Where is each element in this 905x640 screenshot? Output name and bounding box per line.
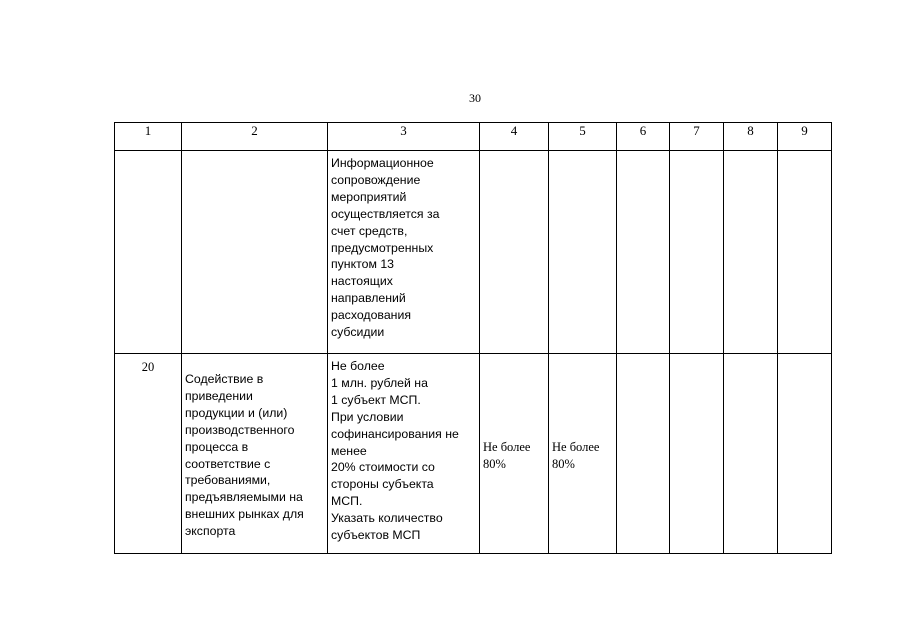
activity-name [182, 151, 327, 155]
activity-name: Содействие в приведении продукции и (или) производственного процесса в соответствие с требованиями, предъявляемыми на внешних рынках для экспорта [185, 371, 304, 539]
value-cell [724, 151, 777, 155]
value-cell [617, 354, 669, 358]
header-cell: 3 [328, 123, 480, 151]
table-cell [670, 354, 724, 554]
table-cell [724, 151, 778, 354]
header-cell: 8 [724, 123, 778, 151]
data-table [114, 122, 832, 554]
value-cell [480, 151, 548, 155]
table-header-row [115, 123, 832, 151]
table-cell [778, 354, 832, 554]
table-cell [328, 151, 480, 354]
header-cell: 2 [182, 123, 328, 151]
header-cell: 9 [778, 123, 832, 151]
value-cell [670, 354, 723, 358]
table-cell [115, 151, 182, 354]
header-cell: 1 [115, 123, 182, 151]
row-number: 20 [141, 360, 155, 374]
table-cell [480, 354, 549, 554]
value-cell [778, 354, 831, 358]
value-cell: Не более 80% [483, 439, 531, 471]
table-row [115, 354, 832, 554]
table-cell [549, 151, 617, 354]
table-row [115, 151, 832, 354]
value-cell [778, 151, 831, 155]
conditions-text: Не более 1 млн. рублей на 1 субъект МСП. При условии софинансирования не менее 20% стоимости со стороны субъекта МСП. Указать количество субъектов МСП [331, 359, 459, 543]
table-cell [182, 151, 328, 354]
table-cell [115, 354, 182, 554]
page-number: 30 [469, 91, 481, 105]
value-cell [617, 151, 669, 155]
value-cell [670, 151, 723, 155]
header-cell: 6 [617, 123, 670, 151]
table-cell [328, 354, 480, 554]
header-cell: 7 [670, 123, 724, 151]
value-cell [724, 354, 777, 358]
table-cell [724, 354, 778, 554]
table-cell [480, 151, 549, 354]
header-cell: 5 [549, 123, 617, 151]
table-cell [778, 151, 832, 354]
value-cell [549, 151, 616, 155]
table-cell [670, 151, 724, 354]
table-cell [617, 151, 670, 354]
conditions-text: Информационное сопровождение мероприятий осуществляется за счет средств, предусмотренных пунктом 13 настоящих направлений расходования субсидии [331, 156, 440, 340]
table-cell [182, 354, 328, 554]
value-cell: Не более 80% [552, 439, 600, 471]
row-number [115, 151, 181, 157]
header-cell: 4 [480, 123, 549, 151]
table-cell [617, 354, 670, 554]
table-cell [549, 354, 617, 554]
